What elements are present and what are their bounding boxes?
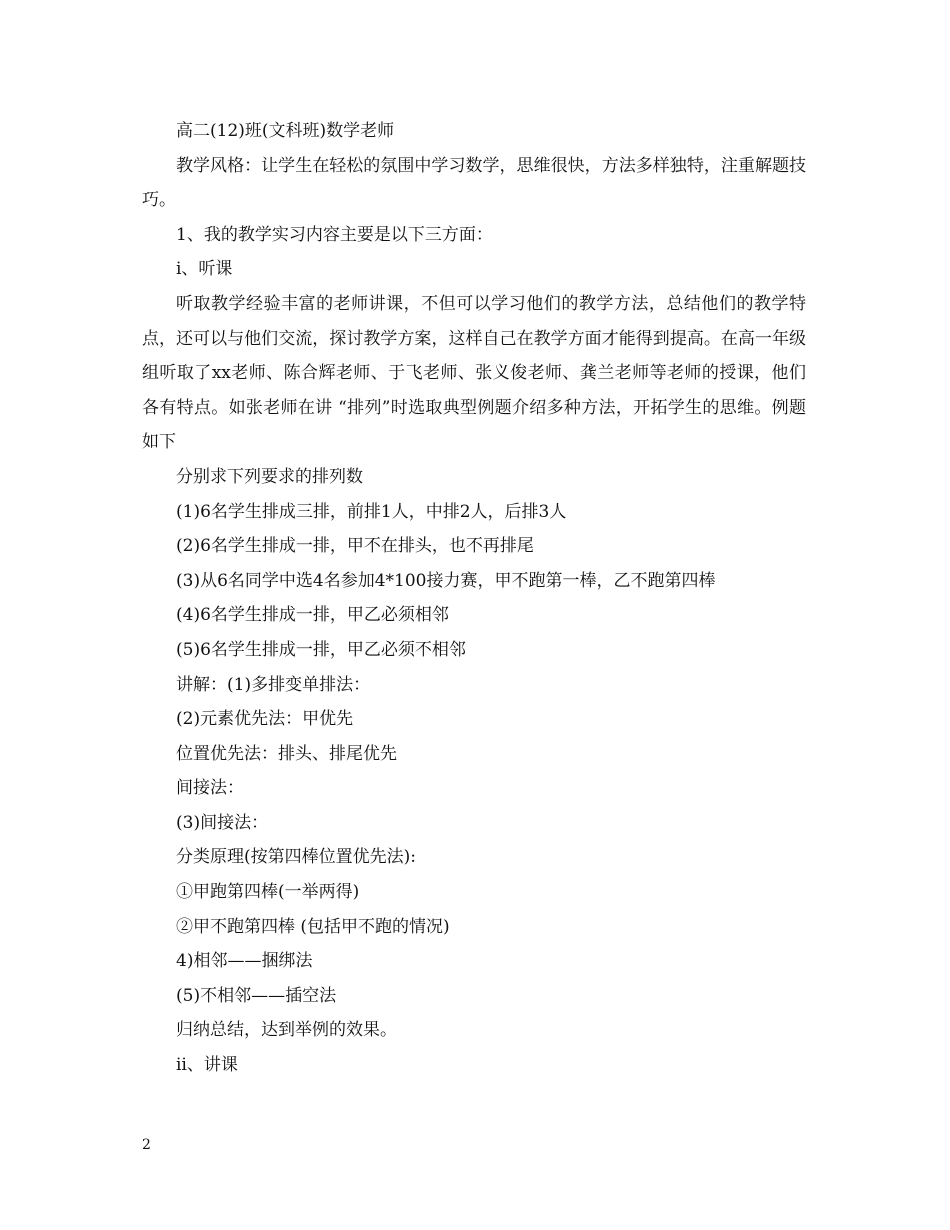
explanation-position-priority: 位置优先法：排头、排尾优先 [176,743,397,764]
paragraph-teaching-style: 教学风格：让学生在轻松的氛围中学习数学，思维很快，方法多样独特，注重解题技巧。 [142,155,806,211]
explanation-2: (2)元素优先法：甲优先 [176,709,354,730]
heading-lecturing: ⅱ、讲课 [176,1055,238,1076]
explanation-indirect: 间接法： [176,778,244,799]
paragraph-internship-content: 1、我的教学实习内容主要是以下三方面： [176,224,493,245]
explanation-case-2: ②甲不跑第四棒 (包括甲不跑的情况) [176,916,450,937]
problem-item-4: (4)6名学生排成一排，甲乙必须相邻 [176,605,449,626]
problem-item-5: (5)6名学生排成一排，甲乙必须不相邻 [176,639,466,660]
document-body [142,114,806,1083]
problem-item-3: (3)从6名同学中选4名参加4*100接力赛，甲不跑第一棒，乙不跑第四棒 [176,570,716,591]
paragraph-problem-intro: 分别求下列要求的排列数 [176,466,363,487]
explanation-1: 讲解：(1)多排变单排法： [176,674,371,695]
explanation-classification: 分类原理(按第四棒位置优先法): [176,847,416,868]
explanation-4: 4)相邻——捆绑法 [176,951,313,972]
page-number: 2 [142,1137,151,1153]
explanation-5: (5)不相邻——插空法 [176,985,337,1006]
heading-listening: ⅰ、听课 [176,259,233,280]
problem-item-1: (1)6名学生排成三排，前排1人，中排2人，后排3人 [176,501,567,522]
problem-item-2: (2)6名学生排成一排，甲不在排头，也不再排尾 [176,536,534,557]
paragraph-summary: 归纳总结，达到举例的效果。 [176,1020,397,1041]
explanation-3: (3)间接法： [176,812,269,833]
paragraph-class-title: 高二(12)班(文科班)数学老师 [176,121,395,141]
paragraph-listening-details: 听取教学经验丰富的老师讲课，不但可以学习他们的教学方法，总结他们的教学特点，还可以与他们交流，探讨教学方案，这样自己在教学方面才能得到提高。在高一年级组听取了xx老师、陈合辉老师、于飞老师、张义俊老师、龚兰老师等老师的授课，他们各有特点。如张老师在讲 “排列”时选取典型例题介绍多种方法，开拓学生的思维。例题如下 [142,293,806,453]
explanation-case-1: ①甲跑第四棒(一举两得) [176,882,360,903]
